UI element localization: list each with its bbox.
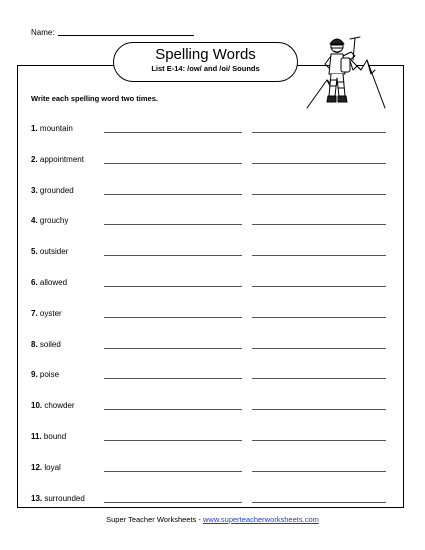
- word-number: 4.: [31, 216, 38, 226]
- name-line[interactable]: [58, 35, 194, 36]
- writing-line-second[interactable]: [252, 255, 386, 256]
- word-number: 5.: [31, 247, 38, 257]
- writing-line-second[interactable]: [252, 286, 386, 287]
- footer-text: Super Teacher Worksheets -: [106, 515, 203, 524]
- word-number: 1.: [31, 124, 38, 133]
- spelling-word: surrounded: [44, 493, 85, 503]
- list-item: [31, 309, 62, 321]
- writing-line-first[interactable]: [104, 471, 242, 472]
- writing-line-first[interactable]: [104, 132, 242, 133]
- writing-line-second[interactable]: [252, 409, 386, 410]
- list-item: [31, 432, 66, 444]
- list-item: [31, 124, 73, 136]
- word-number: 10.: [31, 401, 43, 411]
- list-item: [31, 463, 61, 475]
- spelling-word: oyster: [39, 308, 62, 318]
- spelling-word: allowed: [39, 278, 68, 287]
- writing-line-second[interactable]: [252, 471, 386, 472]
- writing-line-second[interactable]: [252, 224, 386, 225]
- spelling-word: bound: [43, 432, 67, 441]
- page-title: Spelling Words: [155, 46, 256, 63]
- spelling-word: outsider: [39, 247, 69, 257]
- word-number: 11.: [31, 432, 42, 441]
- writing-line-first[interactable]: [104, 163, 242, 164]
- writing-line-first[interactable]: [104, 255, 242, 256]
- writing-line-first[interactable]: [104, 440, 242, 441]
- spelling-word: chowder: [44, 401, 75, 411]
- writing-line-second[interactable]: [252, 132, 386, 133]
- writing-line-first[interactable]: [104, 224, 242, 225]
- spelling-word: loyal: [44, 462, 61, 472]
- writing-line-first[interactable]: [104, 348, 242, 349]
- spelling-word: appointment: [39, 154, 84, 164]
- word-number: 7.: [31, 308, 38, 318]
- writing-line-first[interactable]: [104, 317, 242, 318]
- spelling-word: grouchy: [39, 216, 69, 226]
- list-item: [31, 370, 59, 382]
- writing-line-first[interactable]: [104, 286, 242, 287]
- footer-link[interactable]: www.superteacherworksheets.com: [202, 515, 319, 524]
- list-item: [31, 494, 85, 506]
- word-number: 2.: [31, 154, 38, 164]
- writing-line-first[interactable]: [104, 502, 242, 503]
- list-item: [31, 278, 67, 290]
- writing-line-second[interactable]: [252, 317, 386, 318]
- writing-line-second[interactable]: [252, 348, 386, 349]
- instructions: Write each spelling word two times.: [31, 94, 158, 103]
- writing-line-second[interactable]: [252, 440, 386, 441]
- word-number: 9.: [31, 370, 38, 380]
- mountain-climber-icon: [305, 30, 387, 120]
- word-number: 6.: [31, 278, 38, 287]
- name-field: [31, 28, 194, 37]
- spelling-word: grounded: [39, 185, 74, 195]
- writing-line-first[interactable]: [104, 194, 242, 195]
- writing-line-first[interactable]: [104, 409, 242, 410]
- writing-line-second[interactable]: [252, 163, 386, 164]
- list-item: [31, 340, 61, 352]
- list-item: [31, 155, 84, 167]
- list-item: [31, 186, 74, 198]
- footer: [0, 515, 425, 524]
- writing-line-second[interactable]: [252, 194, 386, 195]
- spelling-word: mountain: [39, 124, 73, 133]
- spelling-word: soiled: [39, 339, 61, 349]
- writing-line-second[interactable]: [252, 378, 386, 379]
- word-number: 3.: [31, 185, 38, 195]
- list-item: [31, 216, 68, 228]
- spelling-word: poise: [39, 370, 60, 380]
- list-item: [31, 247, 68, 259]
- list-subtitle: List E-14: /ow/ and /oi/ Sounds: [151, 64, 260, 73]
- word-number: 13.: [31, 493, 43, 503]
- title-banner: [113, 42, 298, 82]
- name-label: Name:: [31, 28, 55, 37]
- word-number: 12.: [31, 462, 43, 472]
- word-number: 8.: [31, 339, 38, 349]
- writing-line-second[interactable]: [252, 502, 386, 503]
- list-item: [31, 401, 75, 413]
- writing-line-first[interactable]: [104, 378, 242, 379]
